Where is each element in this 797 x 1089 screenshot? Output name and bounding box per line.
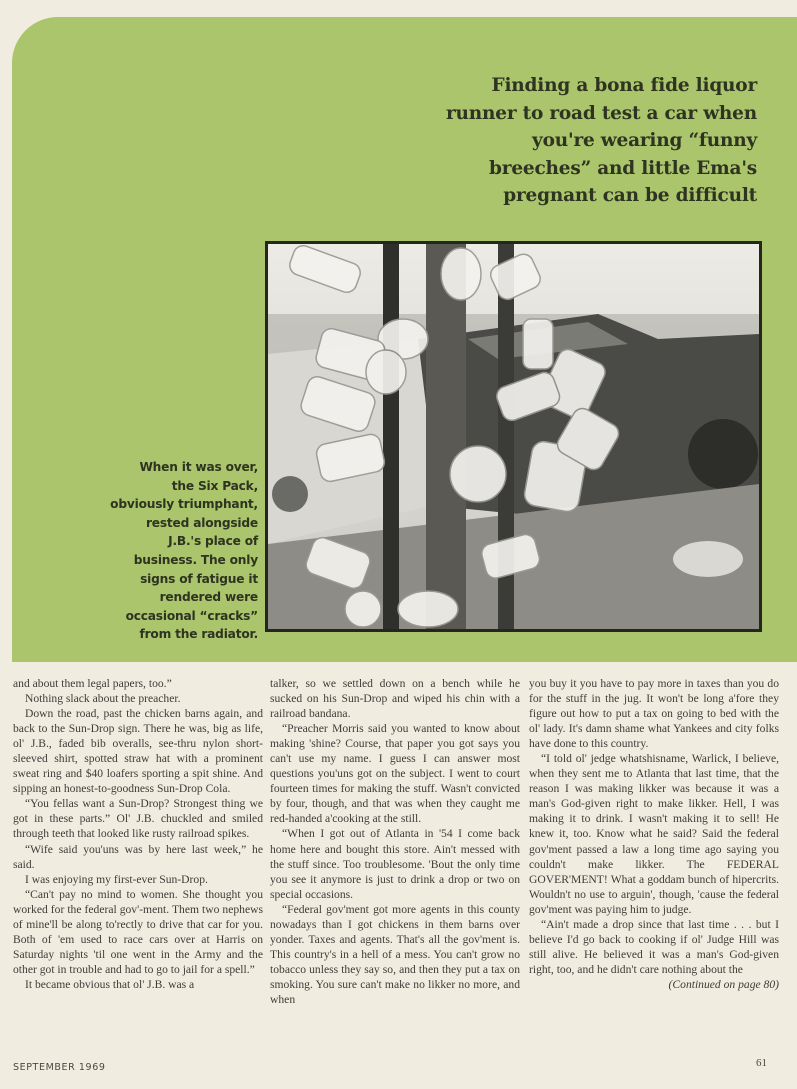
headline-line: pregnant can be difficult <box>503 185 757 206</box>
rock <box>673 541 743 577</box>
paragraph: you buy it you have to pay more in taxes than you do for the stuff in the jug. It won't be long a'fore they figure out how to put a tax on going to bed with the ol' lady. It's damn shame what Yankees and city folks have done to this country. <box>529 677 779 751</box>
glass-bottle <box>450 446 506 502</box>
article-column-3 <box>529 676 779 992</box>
paragraph: “Wife said you'uns was by here last week,” he said. <box>13 842 263 871</box>
caption-line: occasional “cracks” <box>125 608 258 623</box>
caption-line: rested alongside <box>146 515 258 530</box>
article-headline <box>397 72 757 210</box>
bottle-tree-photo <box>265 241 762 632</box>
headline-line: runner to road test a car when <box>445 102 757 124</box>
paragraph: “You fellas want a Sun-Drop? Strongest thing we got in these parts.” Ol' J.B. chuckled and smiled through teeth that looked like rusty railroad spikes. <box>13 797 263 841</box>
continued-on-page-link: (Continued on page 80) <box>668 977 779 991</box>
headline-line: you're wearing “funny <box>532 130 757 151</box>
caption-line: rendered were <box>159 590 258 605</box>
paragraph: It became obvious that ol' J.B. was a <box>25 977 195 991</box>
paragraph: talker, so we settled down on a bench while he sucked on his Sun-Drop and wiped his chin with a railroad bandana. <box>270 677 520 721</box>
paragraph: I was enjoying my first-ever Sun-Drop. <box>25 872 208 886</box>
photo-illustration <box>268 244 759 629</box>
caption-line: obviously triumphant, <box>110 497 258 512</box>
paragraph: “I told ol' jedge whatshisname, Warlick, I believe, when they sent me to Atlanta that last time, that the reason I was making likker was because it was a man's God-given right to make likker. Hell, I was making it to drink. I wasn't making it to sell! He knew it, too. Know what he said? Said the federal gov'ment passed a law a long time ago saying you couldn't make likker. The FEDERAL GOVER'MENT! What a goddam bunch of hipercrits. Wouldn't no use to arguin', though, 'cause the federal gov'ment was paying him to judge. <box>529 752 779 916</box>
paragraph: Nothing slack about the preacher. <box>25 692 181 706</box>
article-column-2 <box>270 676 520 1007</box>
glass-bottle <box>441 248 481 300</box>
headline-line: Finding a bona fide liquor <box>491 75 757 96</box>
paragraph: “When I got out of Atlanta in '54 I come back home here and bought this store. Ain't messed with the stuff since. Too troublesome. 'Bout the only time you see it anymore is just to drink a drop or two on special occasions. <box>270 827 520 901</box>
paragraph: and about them legal papers, too.” <box>13 677 172 690</box>
glass-bottle <box>366 350 406 394</box>
car-wheel <box>688 419 758 489</box>
paragraph: “Preacher Morris said you wanted to know about making 'shine? Course, that paper you got says you can't use my name. I guess I can answer most questions you'uns got on the subject. I went to court fourteen times for making the stuff. Wasn't convicted by four, though, and that was when they caught me red-handed a'cooking at the still. <box>270 722 520 826</box>
tree-trunk <box>383 244 399 629</box>
article-column-1 <box>13 676 263 992</box>
caption-line: signs of fatigue it <box>140 571 258 586</box>
paragraph: “Federal gov'ment got more agents in this county nowadays than I got chickens in them barns over yonder. Taxes and agents. That's all the gov'ment is. This country's in a hell of a mess. You can't grow no tobacco unless they say so, and then they put a tax on smoking. You sure can't make no likker no more, and when <box>270 902 520 1006</box>
caption-line: When it was over, <box>139 460 258 474</box>
paragraph: “Ain't made a drop since that last time . . . but I believe I'd go back to cooking if ol' Judge Hill was still alive. He believed it was a man's God-given right, too, and he didn't care nothing about the <box>529 917 779 976</box>
photo-caption <box>100 458 258 644</box>
caption-line: J.B.'s place of <box>168 534 258 549</box>
paragraph: “Can't pay no mind to women. She thought you worked for the federal gov'-ment. Them two nephews of mine'll be along to'rectly to drive that car for you. Both of 'em used to race cars over at Harris on Saturday nights 'til one went in the Army and the other got in trouble and had to go to jail for a spell.” <box>13 887 263 976</box>
paragraph: Down the road, past the chicken barns again, and back to the Sun-Drop sign. There he was, big as life, ol' J.B., faded bib overalls, see-thru nylon short-sleeved shirt, spotted straw hat with a prominent sweat ring and $40 loafers sporting a spit shine. And sipping an honest-to-goodness Sun-Drop Cola. <box>13 707 263 796</box>
issue-date: SEPTEMBER 1969 <box>13 1062 106 1073</box>
headline-line: breeches” and little Ema's <box>489 157 757 179</box>
glass-bottle <box>398 591 458 627</box>
glass-bottle <box>523 319 553 369</box>
page-number: 61 <box>756 1057 767 1069</box>
glass-bottle <box>345 591 381 627</box>
car-headlight <box>272 476 308 512</box>
caption-line: the Six Pack, <box>171 478 258 493</box>
article-body <box>13 676 783 1046</box>
tree-trunk <box>426 244 466 629</box>
caption-line: from the radiator. <box>139 627 258 642</box>
caption-line: business. The only <box>133 552 258 567</box>
